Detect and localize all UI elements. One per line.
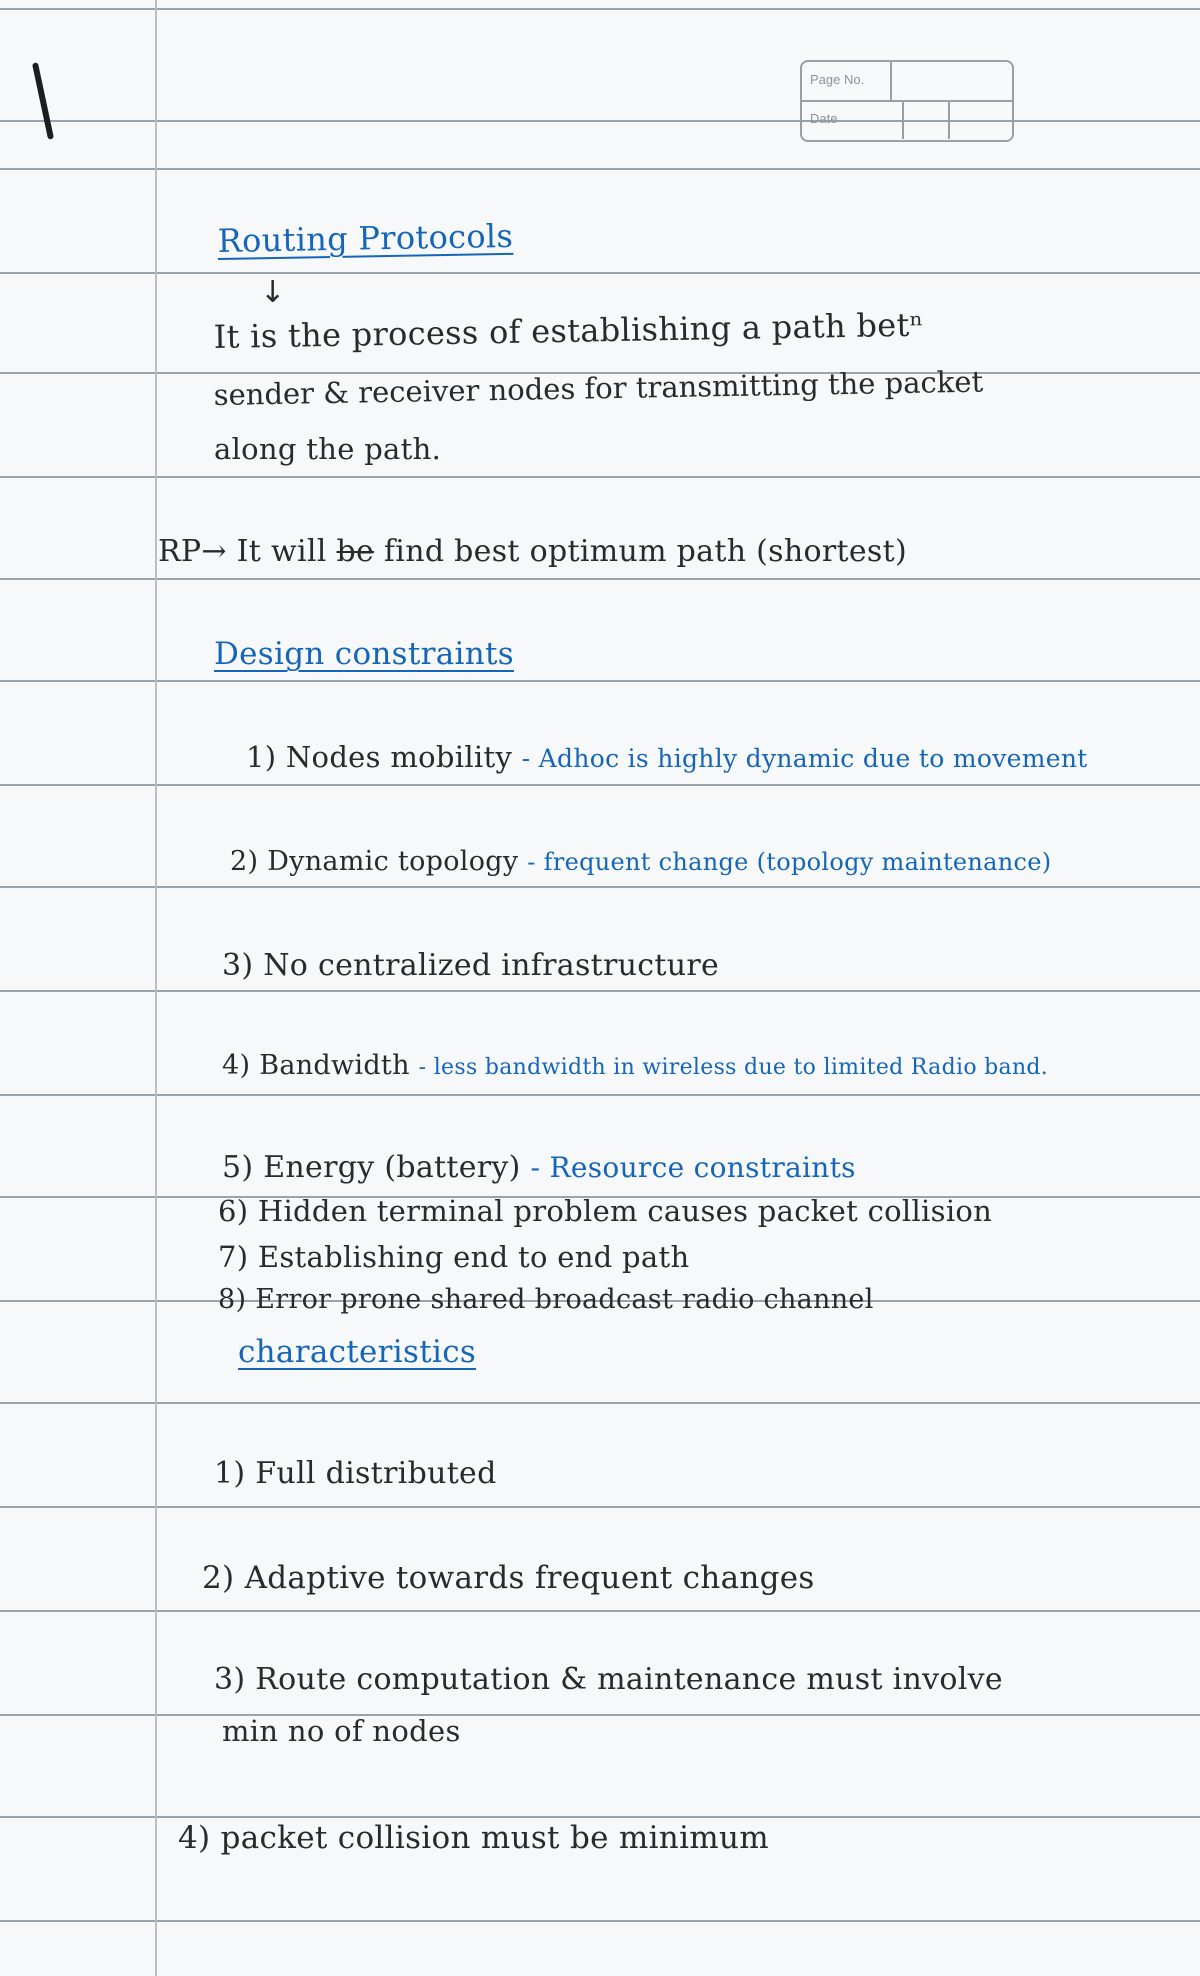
constraint-label: 7) Establishing end to end path bbox=[218, 1240, 690, 1274]
ruled-line bbox=[0, 272, 1200, 274]
constraint-item bbox=[222, 948, 719, 983]
ruled-line bbox=[0, 1816, 1200, 1818]
characteristic-item: min no of nodes bbox=[222, 1714, 461, 1748]
characteristic-item: 4) packet collision must be minimum bbox=[178, 1820, 769, 1856]
pen-mark bbox=[32, 62, 54, 140]
characteristics-heading: characteristics bbox=[238, 1334, 477, 1370]
page-title: Routing Protocols bbox=[217, 216, 514, 260]
ruled-line bbox=[0, 578, 1200, 580]
constraint-label: 3) No centralized infrastructure bbox=[222, 948, 720, 983]
definition-line: along the path. bbox=[214, 432, 442, 466]
constraint-note: - Resource constraints bbox=[530, 1151, 856, 1184]
ruled-line bbox=[0, 1402, 1200, 1404]
ruled-line bbox=[0, 8, 1200, 10]
constraint-item bbox=[218, 1194, 992, 1228]
page-number-row bbox=[802, 62, 1012, 102]
characteristic-item: 2) Adaptive towards frequent changes bbox=[202, 1560, 815, 1596]
constraint-label: 8) Error prone shared broadcast radio channel bbox=[218, 1284, 874, 1315]
constraint-label: 1) Nodes mobility bbox=[246, 740, 513, 774]
definition-line: sender & receiver nodes for transmitting the packet bbox=[213, 364, 984, 412]
rp-note-struck: be bbox=[336, 534, 375, 569]
constraint-item bbox=[218, 1240, 689, 1274]
page-number-label: Page No. bbox=[810, 72, 865, 87]
down-arrow-icon: ↓ bbox=[260, 275, 286, 310]
characteristic-item: 1) Full distributed bbox=[214, 1456, 497, 1491]
rp-note-prefix: RP→ It will bbox=[158, 534, 327, 569]
date-label: Date bbox=[810, 111, 838, 126]
box-divider bbox=[890, 62, 892, 100]
constraint-note: - frequent change (topology maintenance) bbox=[527, 848, 1052, 876]
ruled-line bbox=[0, 1714, 1200, 1716]
ruled-line bbox=[0, 168, 1200, 170]
ruled-line bbox=[0, 1506, 1200, 1508]
ruled-line bbox=[0, 784, 1200, 786]
constraint-label: 5) Energy (battery) bbox=[222, 1150, 521, 1185]
ruled-line bbox=[0, 886, 1200, 888]
ruled-line bbox=[0, 1610, 1200, 1612]
definition-line: It is the process of establishing a path betⁿ bbox=[213, 305, 925, 356]
ruled-line bbox=[0, 990, 1200, 992]
ruled-line bbox=[0, 120, 1200, 122]
constraint-label: 4) Bandwidth bbox=[222, 1050, 410, 1081]
date-row bbox=[802, 101, 1012, 139]
characteristic-item: 3) Route computation & maintenance must involve bbox=[214, 1662, 1003, 1697]
rp-note-rest: find best optimum path (shortest) bbox=[383, 534, 907, 569]
constraint-item bbox=[222, 1150, 856, 1185]
constraint-item bbox=[230, 846, 1051, 877]
constraint-label: 6) Hidden terminal problem causes packet collision bbox=[218, 1194, 993, 1228]
constraint-item bbox=[246, 740, 1088, 774]
design-constraints-heading: Design constraints bbox=[214, 636, 514, 672]
constraint-item bbox=[222, 1050, 1048, 1081]
ruled-line bbox=[0, 476, 1200, 478]
box-divider bbox=[948, 101, 950, 139]
margin-line bbox=[155, 0, 157, 1976]
page-number-date-box bbox=[800, 60, 1014, 142]
constraint-label: 2) Dynamic topology bbox=[230, 846, 519, 877]
rp-note bbox=[158, 534, 907, 569]
ruled-line bbox=[0, 1094, 1200, 1096]
box-divider bbox=[902, 101, 904, 139]
constraint-note: - less bandwidth in wireless due to limited Radio band. bbox=[418, 1055, 1049, 1080]
constraint-item bbox=[218, 1284, 874, 1315]
constraint-note: - Adhoc is highly dynamic due to movement bbox=[521, 744, 1088, 773]
ruled-line bbox=[0, 680, 1200, 682]
ruled-line bbox=[0, 1920, 1200, 1922]
